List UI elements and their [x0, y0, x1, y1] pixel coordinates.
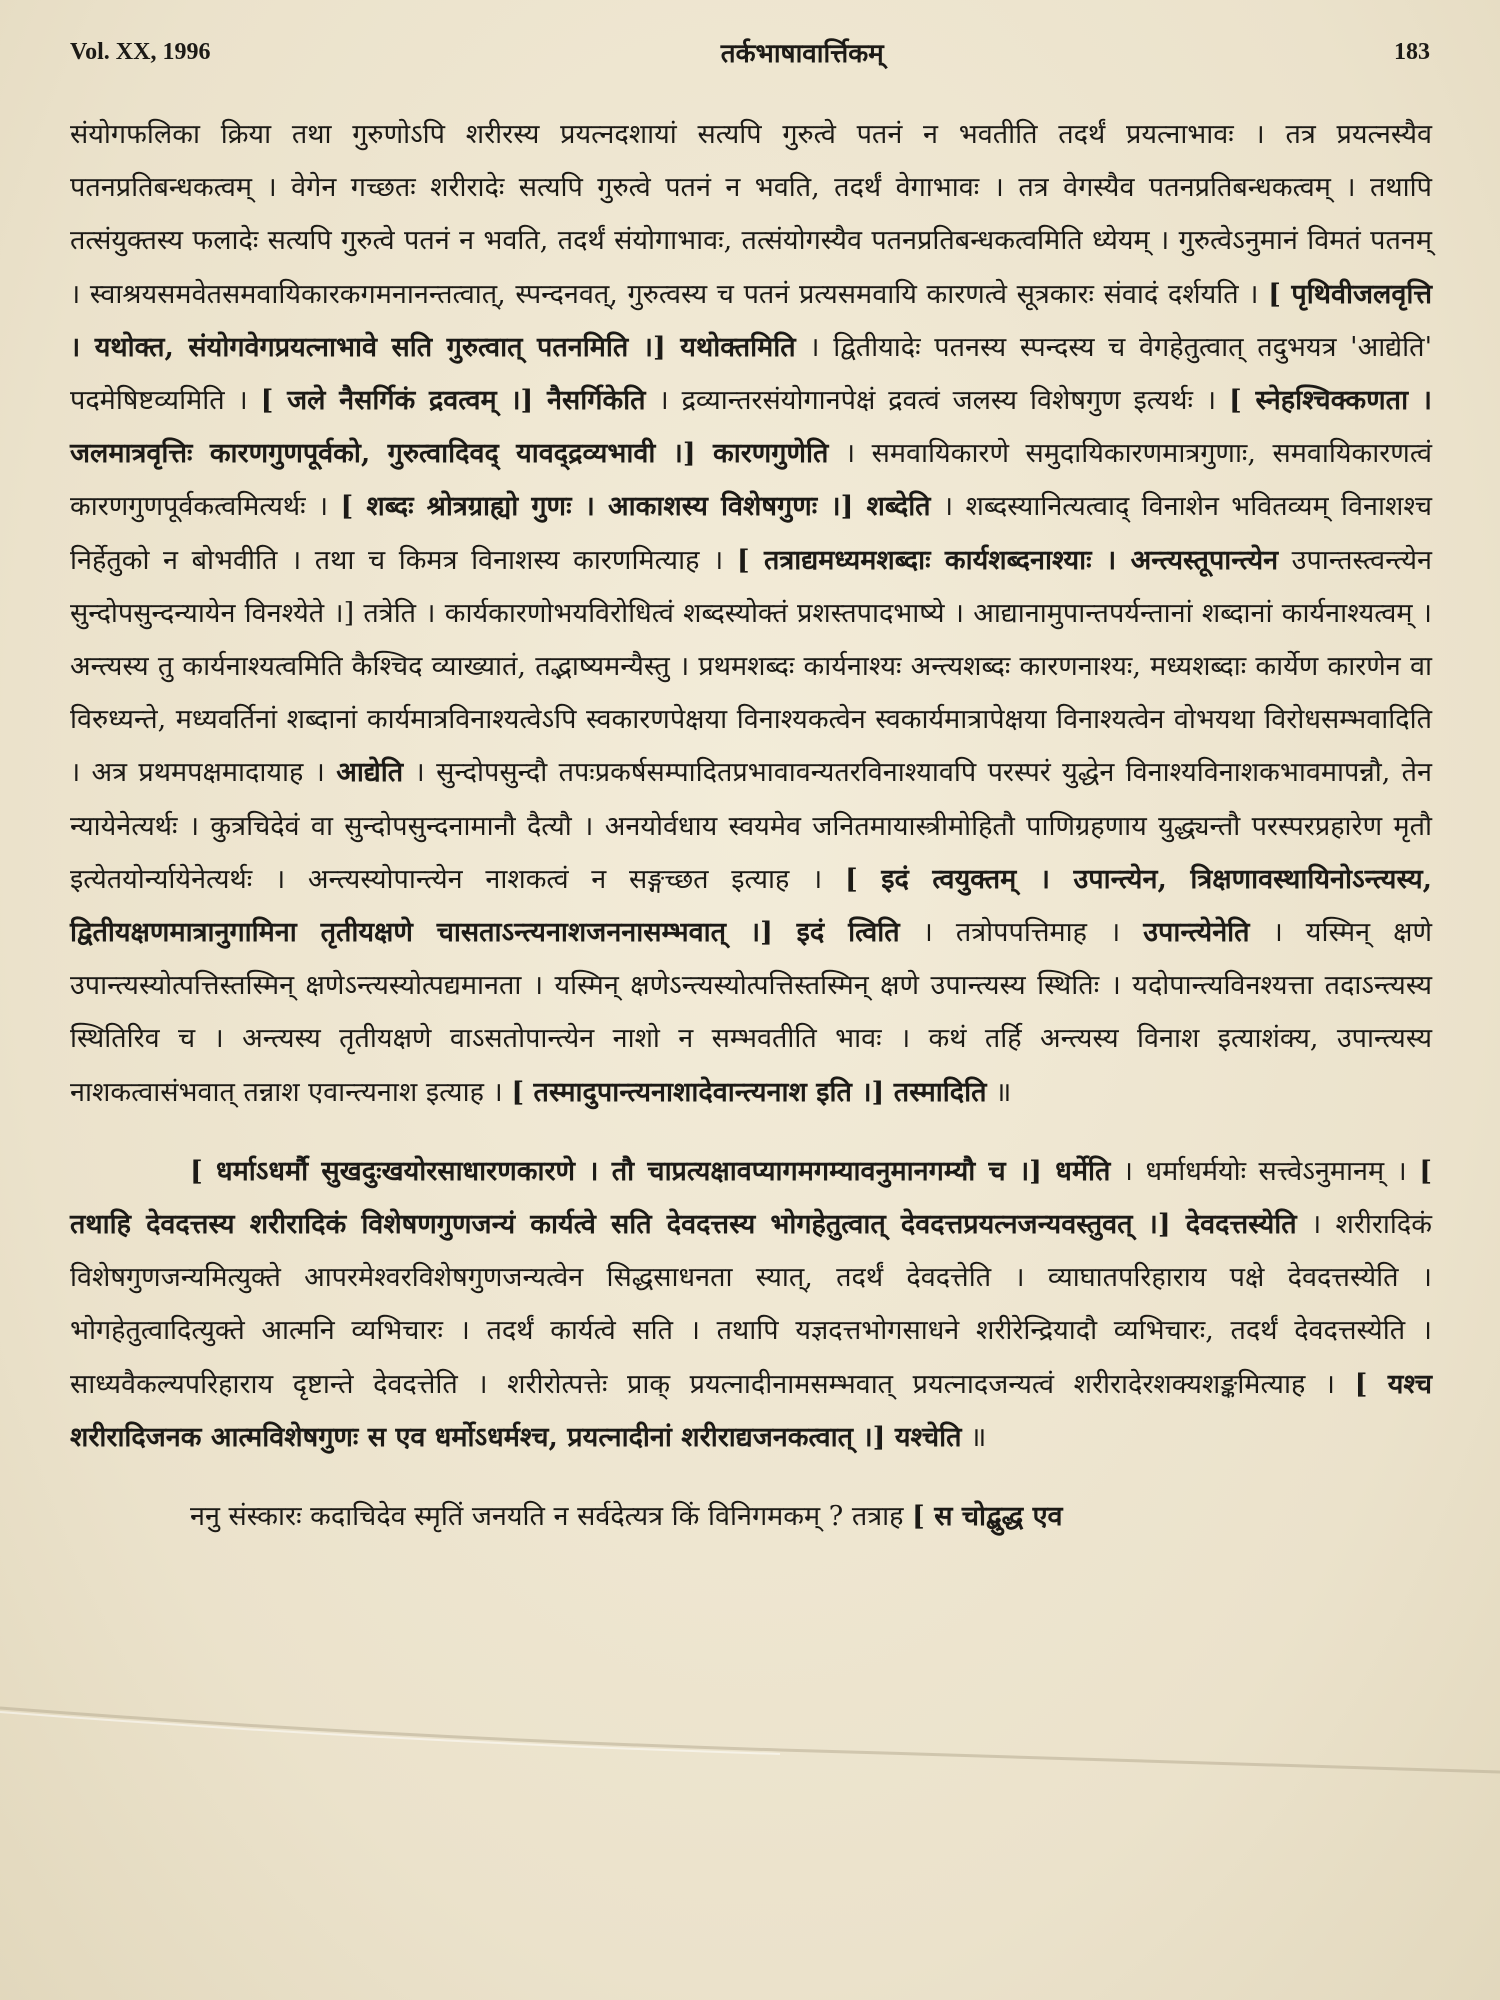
bold-segment: [ इदं त्वयुक्तम् । उपान्त्येन, त्रिक्षणावस्थायिनोऽन्त्यस्य, द्वितीयक्षणमात्रानुगामिना तृतीयक्षणे चासताऽन्त्यनाशजननासम्भवात् ।] इदं त्विति: [70, 863, 1433, 949]
text-segment: ननु संस्कारः कदाचिदेव स्मृतिं जनयति न सर्वदेत्यत्र किं विनिगमकम् ? तत्राह: [190, 1501, 913, 1533]
bold-segment: [ पृथिवीजलवृत्ति । यथोक्त, संयोगवेगप्रयत्नाभावे सति गुरुत्वात् पतनमिति ।] यथोक्तमिति: [70, 278, 1433, 363]
paragraph: [70, 108, 1432, 1119]
page-header: [70, 32, 1430, 72]
journal-volume: Vol. XX, 1996: [70, 38, 211, 65]
bold-segment: [ तत्राद्यमध्यमशब्दाः कार्यशब्दनाश्याः । अन्त्यस्तूपान्त्येन: [736, 544, 1279, 576]
paragraph-gap: [70, 1464, 1432, 1490]
text-segment: उपान्तस्त्वन्त्येन सुन्दोपसुन्दन्यायेन विनश्येते ।] तत्रेति । कार्यकारणोभयविरोधित्वं शब्दस्योक्तं प्रशस्तपादभाष्ये । आद्यानामुपान्तपर्यन्तानां शब्दानां कार्यनाश्यत्वम् । अन्त्यस्य तु कार्यनाश्यत्वमिति कैश्चिद व्याख्यातं, तद्भाष्यमन्यैस्तु । प्रथमशब्दः कार्यनाश्यः अन्त्यशब्दः कारणनाश्यः, मध्यशब्दाः कार्येण कारणेन वा विरुध्यन्ते, मध्यवर्तिनां शब्दानां कार्यमात्रविनाश्यत्वेऽपि स्वकारणपेक्षया विनाश्यकत्वेन स्वकार्यमात्रापेक्षया विनाश्यत्वेन वोभयथा विरोधसम्भवादिति । अत्र प्रथमपक्षमादायाह ।: [70, 544, 1432, 789]
paragraph: [70, 1145, 1432, 1464]
body-text: [70, 108, 1432, 1543]
text-segment: । द्रव्यान्तरसंयोगानपेक्षं द्रवत्वं जलस्य विशेषगुण इत्यर्थः ।: [645, 385, 1229, 417]
text-segment: ॥: [986, 1076, 1012, 1108]
text-segment: । धर्माधर्मयोः सत्त्वेऽनुमानम् ।: [1110, 1155, 1420, 1187]
paragraph: [70, 1490, 1432, 1543]
bold-segment: उपान्त्येनेति: [1143, 917, 1250, 949]
running-title: तर्कभाषावार्त्तिकम्: [720, 39, 884, 69]
text-segment: । सुन्दोपसुन्दौ तपःप्रकर्षसम्पादितप्रभावावन्यतरविनाश्यावपि परस्परं युद्धेन विनाश्यविनाशकभावमापन्नौ, तेन न्यायेनेत्यर्थः । कुत्रचिदेवं वा सुन्दोपसुन्दनामानौ दैत्यौ । अनयोर्वधाय स्वयमेव जनितमायास्त्रीमोहितौ पाणिग्रहणाय युद्ध्यन्तौ परस्परप्रहारेण मृतौ इत्येतयोर्न्यायेनेत्यर्थः । अन्त्यस्योपान्त्येन नाशकत्वं न सङ्गच्छत इत्याह ।: [70, 757, 1432, 895]
paragraph-gap: [70, 1119, 1432, 1145]
bold-segment: [ यश्च शरीरादिजनक आत्मविशेषगुणः स एव धर्मोऽधर्मश्च, प्रयत्नादीनां शरीराद्यजनकत्वात् ।] यश्चेति: [70, 1368, 1432, 1453]
bold-segment: [ तथाहि देवदत्तस्य शरीरादिकं विशेषणगुणजन्यं कार्यत्वे सति देवदत्तस्य भोगहेतुत्वात् देवदत्तप्रयत्नजन्यवस्तुवत् ।] देवदत्तस्येति: [70, 1155, 1432, 1241]
text-segment: । द्वितीयादेः पतनस्य स्पन्दस्य च वेगहेतुत्वात् तदुभयत्र 'आद्येति' पदमेषिष्टव्यमिति ।: [70, 331, 1432, 417]
bold-segment: [ स्नेहश्चिक्कणता । जलमात्रवृत्तिः कारणगुणपूर्वको, गुरुत्वादिवद् यावद्द्रव्यभावी ।] कारणगुणेति: [70, 385, 1432, 470]
text-segment: । शरीरादिकं विशेषगुणजन्यमित्युक्ते आपरमेश्वरविशेषगुणजन्यत्वेन सिद्धसाधनता स्यात्, तदर्थं देवदत्तेति । व्याघातपरिहाराय पक्षे देवदत्तस्येति । भोगहेतुत्वादित्युक्ते आत्मनि व्यभिचारः । तदर्थं कार्यत्वे सति । तथापि यज्ञदत्तभोगसाधने शरीरेन्द्रियादौ व्यभिचारः, तदर्थं देवदत्तस्येति । साध्यवैकल्यपरिहाराय दृष्टान्ते देवदत्तेति । शरीरोत्पत्तेः प्राक् प्रयत्नादीनामसम्भवात् प्रयत्नादजन्यत्वं शरीरादेरशक्यशङ्कमित्याह ।: [70, 1209, 1432, 1400]
text-segment: ॥: [961, 1421, 987, 1453]
page-number: 183: [1394, 38, 1430, 65]
bold-segment: [ तस्मादुपान्त्यनाशादेवान्त्यनाश इति ।] तस्मादिति: [511, 1076, 987, 1108]
bold-segment: [ स चोद्बुद्ध एव: [912, 1501, 1063, 1533]
text-segment: । यस्मिन् क्षणे उपान्त्यस्योत्पत्तिस्तस्मिन् क्षणेऽन्त्यस्योत्पद्यमानता । यस्मिन् क्षणेऽन्त्यस्योत्पत्तिस्तस्मिन् क्षणे उपान्त्यस्य स्थितिः । यदोपान्त्यविनश्यत्ता तदाऽन्त्यस्य स्थितिरिव च । अन्त्यस्य तृतीयक्षणे वाऽसतोपान्त्येन नाशो न सम्भवतीति भावः । कथं तर्हि अन्त्यस्य विनाश इत्याशंक्य, उपान्त्यस्य नाशकत्वासंभवात् तन्नाश एवान्त्यनाश इत्याह ।: [70, 917, 1432, 1108]
text-segment: । तत्रोपपत्तिमाह ।: [899, 917, 1144, 949]
bold-segment: [ धर्माऽधर्मौ सुखदुःखयोरसाधारणकारणे । तौ चाप्रत्यक्षावप्यागमगम्यावनुमानगम्यौ च ।] धर्मेति: [190, 1155, 1111, 1187]
text-segment: । समवायिकारणे समुदायिकारणमात्रगुणाः, समवायिकारणत्वं कारणगुणपूर्वकत्वमित्यर्थः ।: [70, 438, 1432, 523]
bold-segment: आद्येति: [336, 757, 404, 789]
page-tear-crease: [0, 1700, 1500, 1780]
text-segment: संयोगफलिका क्रिया तथा गुरुणोऽपि शरीरस्य प्रयत्नदशायां सत्यपि गुरुत्वे पतनं न भवतीति तदर्थं प्रयत्नाभावः । तत्र प्रयत्नस्यैव पतनप्रतिबन्धकत्वम् । वेगेन गच्छतः शरीरादेः सत्यपि गुरुत्वे पतनं न भवति, तदर्थं वेगाभावः । तत्र वेगस्यैव पतनप्रतिबन्धकत्वम् । तथापि तत्संयुक्तस्य फलादेः सत्यपि गुरुत्वे पतनं न भवति, तदर्थं संयोगाभावः, तत्संयोगस्यैव पतनप्रतिबन्धकत्वमिति ध्येयम् । गुरुत्वेऽनुमानं विमतं पतनम् । स्वाश्रयसमवेतसमवायिकारकगमनानन्तत्वात्, स्पन्दनवत्, गुरुत्वस्य च पतनं प्रत्यसमवायि कारणत्वे सूत्रकारः संवादं दर्शयति ।: [70, 119, 1432, 310]
text-segment: । शब्दस्यानित्यत्वाद् विनाशेन भवितव्यम् विनाशश्च निर्हेतुको न बोभवीति । तथा च किमत्र विनाशस्य कारणमित्याह ।: [70, 491, 1432, 576]
bold-segment: [ जले नैसर्गिकं द्रवत्वम् ।] नैसर्गिकेति: [260, 385, 646, 417]
bold-segment: [ शब्दः श्रोत्रग्राह्यो गुणः । आकाशस्य विशेषगुणः ।] शब्देति: [340, 491, 931, 523]
